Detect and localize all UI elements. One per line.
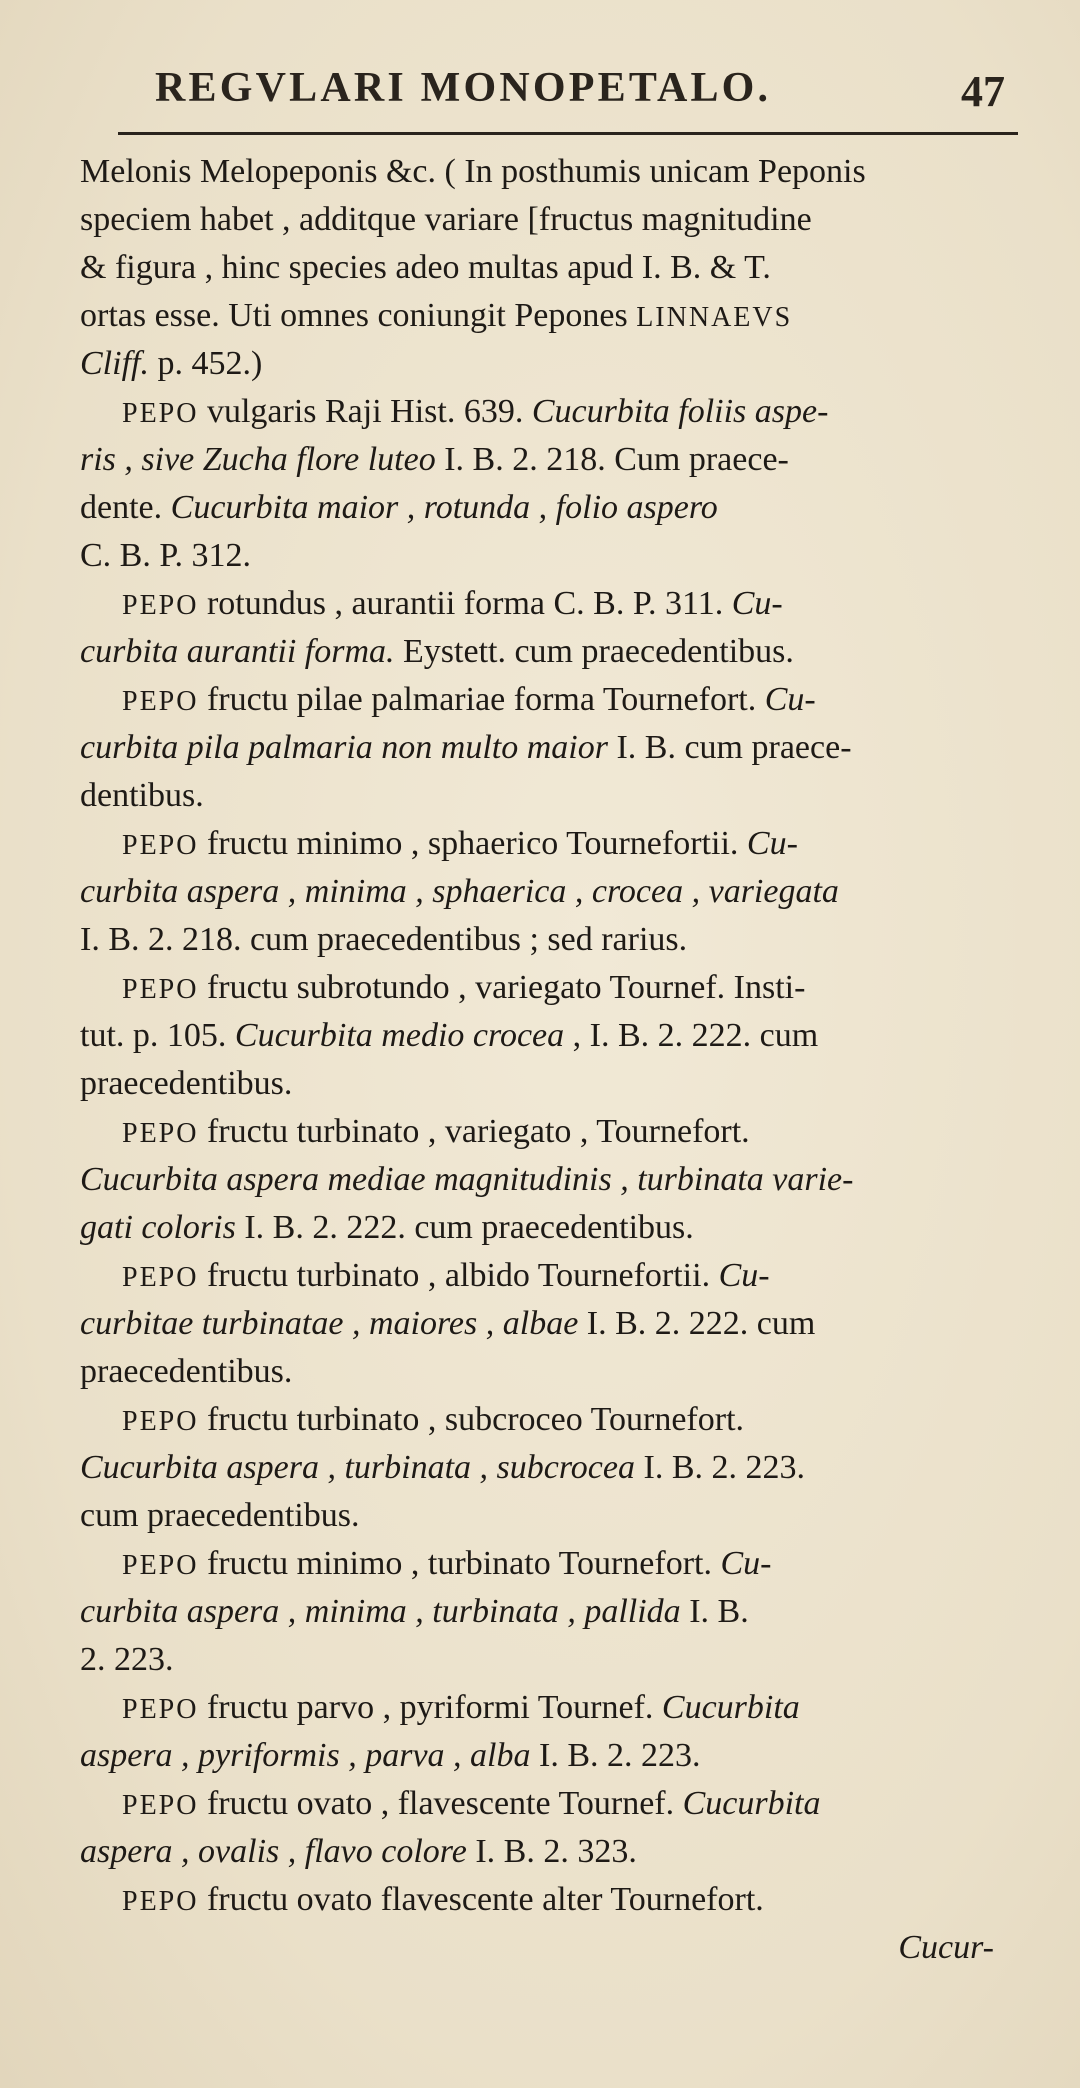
text-line bbox=[80, 1876, 1030, 1924]
entry-keyword: PEPO bbox=[122, 1406, 199, 1437]
italic-text: Cucurbita foliis aspe- bbox=[531, 393, 829, 430]
text-line bbox=[80, 1396, 1030, 1444]
text-run: fructu turbinato , albido Tournefortii. bbox=[198, 1257, 719, 1294]
entry-keyword: PEPO bbox=[122, 590, 199, 621]
text-line bbox=[80, 1444, 1030, 1492]
text-run: fructu parvo , pyriformi Tournef. bbox=[198, 1689, 662, 1726]
text-run: p. 452.) bbox=[148, 345, 263, 382]
italic-text: curbita aspera , minima , turbinata , pallida bbox=[80, 1593, 681, 1630]
italic-text: gati coloris bbox=[80, 1209, 236, 1246]
text-line bbox=[80, 1828, 1030, 1876]
italic-text: aspera , ovalis , flavo colore bbox=[80, 1833, 467, 1870]
text-line bbox=[80, 676, 1030, 724]
text-run: I. B. bbox=[680, 1593, 749, 1630]
text-line bbox=[80, 148, 1030, 196]
text-run: Eystett. cum praecedentibus. bbox=[394, 633, 794, 670]
italic-text: Cucurbita aspera , turbinata , subcrocea bbox=[80, 1449, 635, 1486]
text-line bbox=[80, 1108, 1030, 1156]
text-line bbox=[80, 244, 1030, 292]
text-line bbox=[80, 1684, 1030, 1732]
italic-text: Cucurbita medio crocea bbox=[234, 1017, 565, 1054]
italic-text: Cu- bbox=[764, 681, 816, 718]
text-line bbox=[80, 772, 1030, 820]
italic-text: Cu- bbox=[731, 585, 783, 622]
text-line bbox=[80, 1252, 1030, 1300]
text-line bbox=[80, 436, 1030, 484]
text-run: fructu subrotundo , variegato Tournef. Insti- bbox=[198, 969, 806, 1006]
text-line bbox=[80, 820, 1030, 868]
italic-text: Cliff. bbox=[80, 345, 149, 382]
text-run: tut. p. 105. bbox=[80, 1017, 235, 1054]
italic-text: Cucurbita aspera mediae magnitudinis , turbinata varie- bbox=[80, 1161, 854, 1198]
text-run: I. B. 2. 222. cum praecedentibus. bbox=[235, 1209, 694, 1246]
text-run: cum praecedentibus. bbox=[80, 1497, 360, 1534]
text-line bbox=[80, 388, 1030, 436]
text-run: , I. B. 2. 222. cum bbox=[564, 1017, 819, 1054]
italic-text: Cu- bbox=[718, 1257, 770, 1294]
entry-keyword: PEPO bbox=[122, 1118, 199, 1149]
text-run: I. B. 2. 323. bbox=[466, 1833, 637, 1870]
entry-keyword: PEPO bbox=[122, 1790, 199, 1821]
text-line bbox=[80, 1348, 1030, 1396]
entry-pepo-turbinato-albido bbox=[80, 1252, 1030, 1396]
text-run: I. B. 2. 218. cum praecedentibus ; sed rarius. bbox=[80, 921, 688, 958]
entry-keyword: PEPO bbox=[122, 1694, 199, 1725]
entry-pepo-rotundus bbox=[80, 580, 1030, 676]
catchword-text: Cucur- bbox=[898, 1929, 994, 1966]
text-run: fructu minimo , sphaerico Tournefortii. bbox=[198, 825, 747, 862]
text-run: fructu turbinato , subcroceo Tournefort. bbox=[198, 1401, 745, 1438]
italic-text: curbita pila palmaria non multo maior bbox=[80, 729, 608, 766]
italic-text: Cucurbita bbox=[682, 1785, 821, 1822]
entry-melonis bbox=[80, 148, 1030, 388]
italic-text: curbita aspera , minima , sphaerica , crocea , variegata bbox=[80, 873, 839, 910]
text-line bbox=[80, 340, 1030, 388]
italic-text: Cucurbita bbox=[661, 1689, 800, 1726]
entry-keyword: PEPO bbox=[122, 398, 199, 429]
entry-pepo-pyriformi bbox=[80, 1684, 1030, 1780]
running-head: REGVLARI MONOPETALO. bbox=[155, 65, 772, 111]
entry-keyword: PEPO bbox=[122, 686, 199, 717]
italic-text: curbitae turbinatae , maiores , albae bbox=[80, 1305, 579, 1342]
text-run: fructu minimo , turbinato Tournefort. bbox=[198, 1545, 721, 1582]
text-line bbox=[80, 916, 1030, 964]
text-line bbox=[80, 484, 1030, 532]
entry-keyword: PEPO bbox=[122, 1550, 199, 1581]
text-run: fructu ovato , flavescente Tournef. bbox=[198, 1785, 683, 1822]
entry-pepo-turbinato-variegato bbox=[80, 1108, 1030, 1252]
text-line bbox=[80, 724, 1030, 772]
text-run: I. B. cum praece- bbox=[607, 729, 852, 766]
italic-text: ris , sive Zucha flore luteo bbox=[80, 441, 436, 478]
italic-text: aspera , pyriformis , parva , alba bbox=[80, 1737, 531, 1774]
entry-keyword: LINNAEVS bbox=[636, 302, 793, 333]
text-run: vulgaris Raji Hist. 639. bbox=[198, 393, 532, 430]
header-rule bbox=[118, 132, 1018, 135]
italic-text: Cu- bbox=[746, 825, 798, 862]
body-text bbox=[80, 148, 1030, 1972]
page-header bbox=[155, 56, 1015, 126]
text-run: fructu turbinato , variegato , Tournefort. bbox=[198, 1113, 750, 1150]
text-run: Melonis Melopeponis &c. ( In posthumis unicam Peponis bbox=[80, 153, 866, 190]
italic-text: Cucurbita maior , rotunda , folio aspero bbox=[170, 489, 718, 526]
text-run: fructu ovato flavescente alter Tournefort. bbox=[198, 1881, 764, 1918]
text-line bbox=[80, 1204, 1030, 1252]
text-line bbox=[80, 580, 1030, 628]
text-line bbox=[80, 628, 1030, 676]
entry-pepo-subrotundo bbox=[80, 964, 1030, 1108]
entry-pepo-ovato bbox=[80, 1780, 1030, 1876]
text-run: rotundus , aurantii forma C. B. P. 311. bbox=[198, 585, 732, 622]
text-line bbox=[80, 964, 1030, 1012]
text-line bbox=[80, 1588, 1030, 1636]
entry-keyword: PEPO bbox=[122, 974, 199, 1005]
text-run: praecedentibus. bbox=[80, 1065, 293, 1102]
catchword bbox=[80, 1924, 1030, 1972]
page-number: 47 bbox=[961, 67, 1005, 116]
entry-pepo-pilae bbox=[80, 676, 1030, 820]
text-run: I. B. 2. 223. bbox=[530, 1737, 701, 1774]
text-run: ortas esse. Uti omnes coniungit Pepones bbox=[80, 297, 637, 334]
entry-keyword: PEPO bbox=[122, 1262, 199, 1293]
text-run: I. B. 2. 222. cum bbox=[578, 1305, 816, 1342]
text-run: I. B. 2. 223. bbox=[635, 1449, 805, 1486]
entry-keyword: PEPO bbox=[122, 1886, 199, 1917]
text-line bbox=[80, 1636, 1030, 1684]
text-line bbox=[80, 1300, 1030, 1348]
text-line bbox=[80, 1060, 1030, 1108]
text-run: C. B. P. 312. bbox=[80, 537, 251, 574]
text-line bbox=[80, 532, 1030, 580]
text-run: speciem habet , additque variare [fructus magnitudine bbox=[80, 201, 812, 238]
entry-pepo-minimo-sphaerico bbox=[80, 820, 1030, 964]
text-run: praecedentibus. bbox=[80, 1353, 293, 1390]
text-line bbox=[80, 868, 1030, 916]
italic-text: Cu- bbox=[720, 1545, 772, 1582]
text-run: & figura , hinc species adeo multas apud I. B. & T. bbox=[80, 249, 771, 286]
text-line bbox=[80, 1012, 1030, 1060]
entry-pepo-minimo-turbinato bbox=[80, 1540, 1030, 1684]
entry-pepo-subcroceo bbox=[80, 1396, 1030, 1540]
text-line bbox=[80, 1492, 1030, 1540]
entry-pepo-vulgaris bbox=[80, 388, 1030, 580]
text-run: fructu pilae palmariae forma Tournefort. bbox=[198, 681, 765, 718]
text-run: dentibus. bbox=[80, 777, 204, 814]
text-line bbox=[80, 1732, 1030, 1780]
italic-text: curbita aurantii forma. bbox=[80, 633, 395, 670]
text-run: 2. 223. bbox=[80, 1641, 174, 1678]
text-line bbox=[80, 1540, 1030, 1588]
text-line bbox=[80, 292, 1030, 340]
text-line bbox=[80, 1156, 1030, 1204]
text-line bbox=[80, 196, 1030, 244]
text-run: I. B. 2. 218. Cum praece- bbox=[435, 441, 789, 478]
entry-pepo-ovato-alter bbox=[80, 1876, 1030, 1924]
entry-keyword: PEPO bbox=[122, 830, 199, 861]
text-run: dente. bbox=[80, 489, 171, 526]
text-line bbox=[80, 1780, 1030, 1828]
